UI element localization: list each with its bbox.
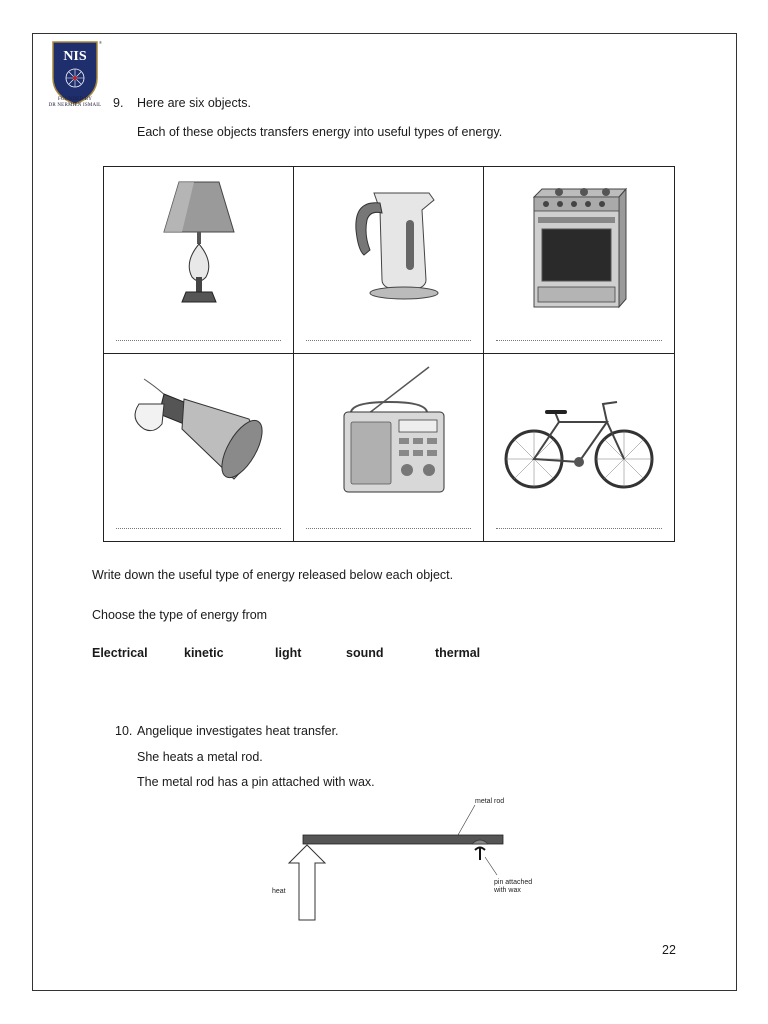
object-cell-kettle: [294, 167, 484, 354]
lamp-icon: [154, 177, 244, 312]
question-10-number: 10.: [115, 724, 133, 738]
option-thermal: thermal: [435, 646, 481, 660]
logo-initials: NIS: [63, 49, 87, 64]
radio-icon: [329, 362, 449, 497]
answer-line[interactable]: [496, 528, 662, 529]
heat-arrow-icon: [289, 845, 325, 920]
object-cell-radio: [294, 354, 484, 541]
instruction-write: Write down the useful type of energy released below each object.: [92, 568, 454, 582]
answer-line[interactable]: [116, 340, 281, 341]
kettle-icon: [334, 185, 444, 305]
option-sound: sound: [346, 646, 384, 660]
label-heat: heat: [272, 888, 286, 895]
object-cell-lamp: [104, 167, 294, 354]
question-10-line-2: She heats a metal rod.: [137, 750, 263, 764]
question-9-line-1: Here are six objects.: [137, 96, 251, 110]
label-metal-rod: metal rod: [475, 798, 505, 805]
option-light: light: [275, 646, 302, 660]
cooker-icon: [524, 177, 634, 312]
question-10-line-3: The metal rod has a pin attached with wax.: [137, 775, 375, 789]
rod-leader-line: [458, 805, 475, 835]
objects-grid: [103, 166, 675, 542]
pin-leader-line: [485, 857, 497, 875]
object-cell-megaphone: [104, 354, 294, 541]
object-cell-bicycle: [484, 354, 674, 541]
answer-line[interactable]: [116, 528, 281, 529]
instruction-choose: Choose the type of energy from: [92, 608, 268, 622]
megaphone-icon: [124, 369, 274, 494]
bicycle-icon: [499, 394, 659, 494]
question-9-line-2: Each of these objects transfers energy into useful types of energy.: [137, 125, 503, 139]
page-number: 22: [662, 943, 676, 957]
object-cell-cooker: [484, 167, 674, 354]
question-10-line-1: Angelique investigates heat transfer.: [137, 724, 339, 738]
svg-text:®: ®: [99, 40, 102, 45]
answer-line[interactable]: [496, 340, 662, 341]
option-kinetic: kinetic: [184, 646, 224, 660]
answer-line[interactable]: [306, 528, 471, 529]
question-9-number: 9.: [113, 96, 124, 110]
heat-transfer-diagram: [265, 795, 565, 925]
logo-founder: FOUNDED BY DR NERMIEN ISMAIL: [48, 97, 102, 108]
option-electrical: Electrical: [92, 646, 148, 660]
answer-line[interactable]: [306, 340, 471, 341]
rod-diagram-svg: [265, 795, 565, 925]
label-pin-wax: pin attached with wax: [494, 879, 533, 894]
